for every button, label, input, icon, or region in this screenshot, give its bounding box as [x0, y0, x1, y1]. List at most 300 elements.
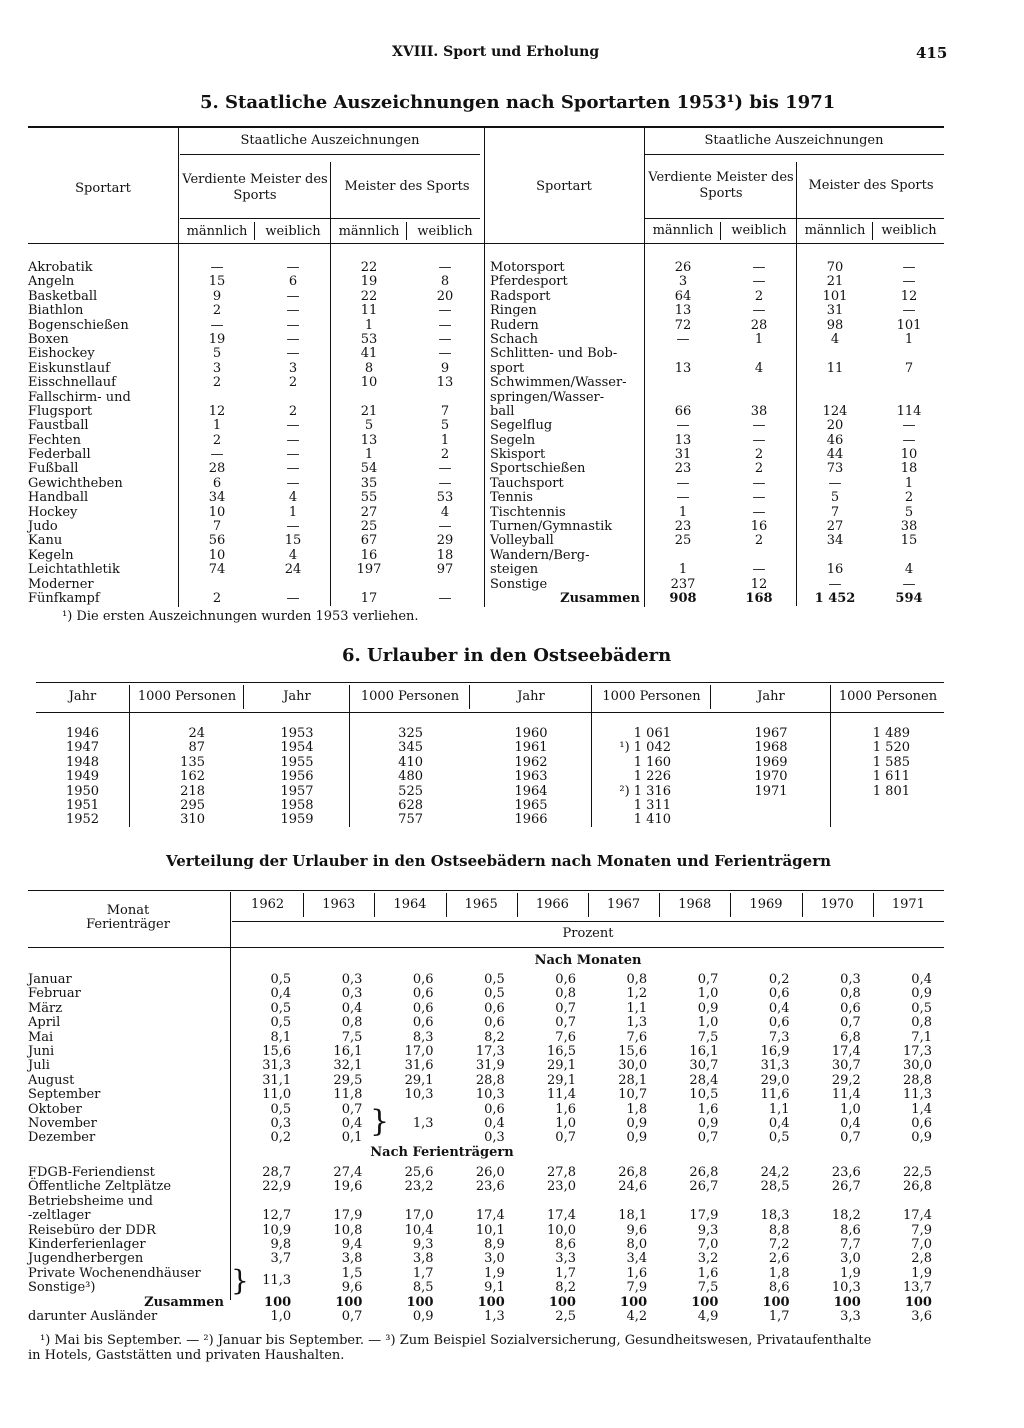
t7-month-label: Februar — [28, 986, 81, 1002]
t5-sport-name: Flugsport — [28, 403, 93, 419]
t7-month-label: Juni — [28, 1043, 55, 1059]
t7-cell: 1,9 — [911, 1265, 932, 1281]
t5-cell: 2 — [754, 533, 764, 549]
t5-sport-name: Kanu — [28, 533, 63, 549]
t5-h-w4: weiblich — [731, 223, 787, 238]
t5-cell: 7 — [904, 360, 914, 376]
t7-cell: 0,5 — [484, 972, 505, 987]
t7-cell: 0,5 — [270, 972, 292, 987]
t7-cell: 0,7 — [697, 1130, 719, 1146]
t6-year: 1958 — [280, 797, 314, 813]
t5-cell: 1 — [678, 562, 688, 578]
t5-sport-name: Faustball — [28, 418, 89, 434]
t5-cell: 29 — [436, 533, 454, 549]
t7-footnote-1: ¹) Mai bis September. — ²) Januar bis September. — ³) Zum Beispiel Sozialversicherung, Gesundheitswesen, Privataufenthalte — [40, 1333, 872, 1348]
t7-brace-private: } — [231, 1264, 249, 1297]
t7-cell: 9,8 — [270, 1236, 292, 1252]
t5-cell: — — [286, 590, 300, 606]
t6-value: 1 489 — [872, 726, 910, 741]
t5-cell: 908 — [669, 590, 697, 606]
t5-sport-name: Akrobatik — [28, 260, 93, 275]
t5-sport-name: Sportschießen — [490, 461, 586, 477]
table7-title: Verteilung der Urlauber in den Ostseebädern nach Monaten und Ferienträgern — [166, 852, 832, 870]
t7-cell: 28,4 — [689, 1072, 719, 1088]
t7-cell: 31,3 — [262, 1058, 292, 1074]
t5-cell: 67 — [360, 533, 378, 549]
t6-value: 1 226 — [633, 769, 671, 785]
t7-cell: 11,3 — [262, 1272, 292, 1288]
t7-cell: 0,7 — [555, 1130, 576, 1146]
t6-values-col4 — [832, 727, 910, 799]
t7-cell: 3,8 — [412, 1251, 434, 1267]
t6-year: 1954 — [280, 740, 314, 756]
t7-cell: 8,6 — [768, 1280, 790, 1296]
t7-cell: 9,6 — [341, 1280, 363, 1296]
t5-cell: 26 — [674, 260, 692, 275]
t5-cell: — — [902, 432, 916, 448]
t5-cell: 27 — [360, 504, 378, 520]
t7-carrier-col — [232, 1166, 291, 1324]
t5-h-m1: männlich — [186, 224, 248, 239]
t7-cell: 8,6 — [840, 1222, 861, 1238]
t5-sport-name: Segeln — [490, 432, 536, 448]
t5-cell: 4 — [904, 562, 914, 578]
t5-cell: 23 — [674, 461, 692, 477]
t7-cell — [446, 1195, 505, 1209]
t5-cell: 1 — [212, 418, 222, 434]
t5-cell — [332, 578, 406, 592]
t5-cell: 2 — [288, 403, 298, 419]
t7-cell: 0,3 — [270, 1115, 292, 1131]
t7-cell: 7,5 — [341, 1029, 363, 1045]
t7-sub-traeger: Nach Ferienträgern — [370, 1145, 514, 1160]
t5-cell: — — [438, 260, 452, 275]
t5-cell: — — [438, 303, 452, 319]
t6-value: 525 — [398, 783, 423, 799]
t5-cell: 1 — [904, 475, 914, 491]
table5-title: 5. Staatliche Auszeichnungen nach Sportarten 1953¹) bis 1971 — [200, 92, 836, 113]
t5-cell: 7 — [830, 504, 840, 520]
t7-carrier-col — [802, 1166, 861, 1324]
t7-cell: 100 — [833, 1294, 861, 1310]
t6-value: 162 — [180, 769, 205, 785]
t6-year: 1965 — [514, 797, 548, 813]
t7-cell: 8,6 — [555, 1236, 576, 1252]
t7-cell: 11,4 — [831, 1087, 861, 1103]
t5-cell: 7 — [440, 403, 450, 419]
t5-cell: 2 — [212, 303, 222, 319]
t7-carrier-label: -zeltlager — [28, 1208, 91, 1224]
t6-years-col3 — [471, 727, 591, 828]
t5-sport-name: Rudern — [490, 317, 539, 333]
t7-month-col — [517, 973, 576, 1146]
t5-sport-name: Moderner — [28, 576, 94, 592]
t6-value: 345 — [398, 740, 423, 756]
t5-cell: 101 — [896, 317, 922, 333]
t5-cell: — — [902, 274, 916, 290]
t5-cell: — — [676, 331, 690, 347]
t7-cell: 8,8 — [768, 1222, 790, 1238]
t7-cell: 29,1 — [547, 1058, 576, 1074]
t5-right-verdiente-maennlich — [646, 261, 720, 606]
t5-sport-name: ball — [490, 403, 515, 419]
t5-cell: — — [676, 490, 690, 506]
t5-cell: 1 — [754, 331, 764, 347]
t7-cell: 0,7 — [341, 1101, 363, 1117]
t7-cell: 8,9 — [484, 1236, 505, 1252]
t7-cell: 100 — [762, 1294, 790, 1310]
t5-cell: 13 — [674, 360, 692, 376]
t7-cell: 1,3 — [412, 1115, 434, 1131]
t7-cell: 8,2 — [484, 1029, 505, 1045]
t7-cell: 18,1 — [618, 1208, 648, 1224]
t5-cell — [256, 578, 330, 592]
t7-cell: 26,8 — [689, 1165, 719, 1180]
t5-cell: 13 — [674, 432, 692, 448]
t5-sport-name: Biathlon — [28, 303, 84, 319]
t7-cell: 0,6 — [412, 1000, 434, 1016]
t5-cell: 38 — [900, 519, 918, 535]
t5-cell: 9 — [440, 360, 450, 376]
t7-cell: 0,3 — [341, 972, 363, 987]
t5-cell: 16 — [750, 519, 768, 535]
t7-cell: 0,4 — [341, 1115, 363, 1131]
t7-cell: 30,0 — [903, 1058, 932, 1074]
t5-cell: 46 — [826, 432, 844, 448]
t7-cell: 17,9 — [689, 1208, 719, 1224]
t5-cell: 22 — [360, 260, 378, 275]
t5-cell: 34 — [208, 490, 226, 506]
t5-cell: 53 — [436, 490, 454, 506]
t6-h-jahr-2: Jahr — [283, 689, 311, 704]
t5-cell: 10 — [208, 547, 226, 563]
t7-cell: 9,3 — [412, 1236, 434, 1252]
t5-cell — [874, 549, 944, 563]
t7-h-prozent: Prozent — [562, 926, 614, 941]
t5-cell: 13 — [436, 375, 454, 391]
t5-sport-name: Schach — [490, 331, 538, 347]
t7-cell: 28,1 — [618, 1072, 648, 1088]
t7-cell: 30,0 — [618, 1058, 648, 1074]
t7-cell: 0,5 — [270, 1000, 292, 1016]
t7-cell: 1,7 — [768, 1308, 790, 1324]
t5-cell — [722, 549, 796, 563]
t7-cell: 100 — [264, 1294, 292, 1310]
t5-cell: 237 — [670, 576, 696, 592]
t5-cell: — — [438, 590, 452, 606]
t5-cell: — — [286, 331, 300, 347]
t7-cell: 7,2 — [768, 1236, 790, 1252]
t7-month-col — [802, 973, 861, 1146]
t7-cell: 0,3 — [341, 986, 363, 1002]
t5-cell: 12 — [900, 288, 918, 304]
t7-cell: 16,1 — [689, 1043, 719, 1059]
t5-sport-name: Kegeln — [28, 547, 74, 563]
t5-cell: 19 — [360, 274, 378, 290]
t7-cell: 23,6 — [831, 1165, 861, 1180]
t5-sport-name: Fußball — [28, 461, 79, 477]
t7-cell: 26,8 — [618, 1165, 648, 1180]
t7-cell: 0,9 — [697, 1115, 719, 1131]
t6-years-col2 — [245, 727, 349, 828]
t7-cell: 28,8 — [903, 1072, 932, 1088]
t6-year: 1963 — [514, 769, 548, 785]
t7-cell: 0,4 — [341, 1000, 363, 1016]
t5-cell: — — [286, 475, 300, 491]
t5-cell: 72 — [674, 317, 692, 333]
t6-h-jahr-4: Jahr — [757, 689, 785, 704]
t6-year: 1960 — [514, 726, 548, 741]
page-header-section: XVIII. Sport und Erholung — [392, 44, 600, 60]
t7-cell: 7,9 — [626, 1280, 648, 1296]
t7-year-header: 1966 — [535, 897, 569, 912]
t5-cell: — — [902, 418, 916, 434]
t7-month-label: Dezember — [28, 1130, 96, 1146]
t7-cell: 27,8 — [547, 1165, 576, 1180]
t7-cell: 16,5 — [547, 1043, 576, 1059]
t5-sport-name: Eishockey — [28, 346, 95, 362]
t7-cell: 10,0 — [547, 1222, 576, 1238]
page-number: 415 — [916, 44, 948, 62]
t7-cell: 3,4 — [626, 1251, 648, 1267]
t7-cell: 24,6 — [618, 1179, 648, 1195]
t7-cell: 100 — [335, 1294, 363, 1310]
t7-cell: 0,4 — [768, 1000, 790, 1016]
t7-cell: 31,9 — [475, 1058, 505, 1074]
t6-year: 1948 — [65, 754, 100, 770]
t7-cell: 3,6 — [911, 1308, 932, 1324]
t7-cell: 26,7 — [689, 1179, 719, 1195]
t7-cell: 0,4 — [484, 1115, 505, 1131]
t7-carrier-label: Kinderferienlager — [28, 1236, 146, 1252]
t5-sport-name: Schlitten- und Bob- — [490, 346, 618, 362]
t7-cell: 9,4 — [341, 1236, 363, 1252]
t7-cell: 22,9 — [262, 1179, 292, 1195]
t7-carrier-label: FDGB-Feriendienst — [28, 1165, 155, 1180]
t5-h-w6: weiblich — [881, 223, 937, 238]
t7-month-label: Mai — [28, 1029, 54, 1045]
t6-h-pers-4: 1000 Personen — [838, 689, 938, 704]
t5-cell: — — [902, 576, 916, 592]
t7-footnote-2: in Hotels, Gaststätten und privaten Haushalten. — [28, 1348, 345, 1363]
t6-value: 1 520 — [872, 740, 910, 756]
t5-cell: 23 — [674, 519, 692, 535]
t5-cell: 27 — [826, 519, 844, 535]
t7-month-col — [303, 973, 362, 1146]
t7-month-col — [873, 973, 932, 1146]
t7-cell: 2,6 — [768, 1251, 790, 1267]
t5-cell: 28 — [750, 317, 768, 333]
t7-cell: 100 — [691, 1294, 719, 1310]
t7-carrier-label: Öffentliche Zeltplätze — [28, 1179, 172, 1195]
t5-cell: — — [752, 562, 766, 578]
t7-carrier-col — [730, 1166, 789, 1324]
t5-cell: — — [676, 475, 690, 491]
t6-value: 1 061 — [633, 726, 671, 741]
t5-cell: 18 — [436, 547, 454, 563]
t5-cell: 1 — [678, 504, 688, 520]
t7-cell: 17,4 — [475, 1208, 505, 1224]
t5-cell: 2 — [754, 447, 764, 463]
t5-sportart-header-right: Sportart — [536, 179, 592, 194]
t7-cell: 0,5 — [768, 1130, 790, 1146]
t7-cell: 1,1 — [626, 1000, 648, 1016]
t7-cell: 8,1 — [270, 1029, 292, 1045]
t7-carrier-label: Zusammen — [144, 1294, 224, 1310]
t5-h-w2: weiblich — [417, 224, 473, 239]
t7-cell: 30,7 — [831, 1058, 861, 1074]
t5-cell: — — [752, 475, 766, 491]
t5-cell: 2 — [212, 375, 222, 391]
t6-value: 24 — [188, 726, 205, 741]
t5-cell: — — [828, 576, 842, 592]
t5-sport-name: Leichtathletik — [28, 562, 120, 578]
t6-value: 757 — [398, 812, 423, 828]
t6-year: 1951 — [65, 797, 100, 813]
t5-cell: 56 — [208, 533, 226, 549]
t6-h-jahr-1: Jahr — [68, 689, 97, 704]
t5-cell: 4 — [440, 504, 450, 520]
t7-cell: 23,6 — [475, 1179, 505, 1195]
t7-cell: 0,6 — [840, 1000, 861, 1016]
t7-cell: 0,3 — [484, 1130, 505, 1146]
t7-cell: 3,2 — [697, 1251, 719, 1267]
t5-cell: 25 — [360, 519, 378, 535]
t7-cell: 100 — [548, 1294, 576, 1310]
t7-carrier-col — [446, 1166, 505, 1324]
t5-cell: 74 — [208, 562, 226, 578]
t5-cell: 10 — [900, 447, 918, 463]
t7-cell: 0,2 — [270, 1130, 292, 1146]
t5-cell: 2 — [754, 461, 764, 477]
t5-cell: 2 — [904, 490, 914, 506]
t5-cell: 53 — [360, 331, 378, 347]
t5-cell: 101 — [822, 288, 848, 304]
t5-sport-name: Volleyball — [490, 533, 554, 549]
t5-cell: 31 — [826, 303, 844, 319]
t5-sport-name: Sonstige — [490, 576, 548, 592]
t5-cell: 1 — [440, 432, 450, 448]
t5-sport-name: Eisschnellauf — [28, 375, 116, 391]
t6-value: 410 — [398, 754, 423, 770]
t7-month-col — [730, 973, 789, 1146]
t7-month-col — [232, 973, 291, 1146]
t7-cell: 1,6 — [697, 1101, 719, 1117]
t7-cell: 17,3 — [475, 1043, 505, 1059]
t7-cell: 17,3 — [903, 1043, 932, 1059]
t6-values-col1 — [131, 727, 205, 828]
t5-cell: — — [286, 432, 300, 448]
t6-year: 1962 — [514, 754, 548, 770]
t5-cell: 10 — [208, 504, 226, 520]
t5-cell: 41 — [360, 346, 378, 362]
t6-h-pers-3: 1000 Personen — [602, 689, 701, 704]
t5-group-header-right: Staatliche Auszeichnungen — [704, 133, 884, 148]
t5-cell: 31 — [674, 447, 692, 463]
t5-cell: 1 — [904, 331, 914, 347]
t5-cell: — — [210, 317, 224, 333]
t5-cell: — — [286, 288, 300, 304]
t6-year: 1952 — [65, 812, 100, 828]
t5-cell: 66 — [674, 403, 692, 419]
t7-month-col — [446, 973, 505, 1146]
t5-verdiente-header-right: Verdiente Meister des Sports — [648, 170, 794, 201]
t7-cell: 0,8 — [626, 972, 648, 987]
t5-sport-name: Federball — [28, 447, 91, 463]
t6-value: 480 — [398, 769, 423, 785]
t7-cell: 17,9 — [333, 1208, 363, 1224]
t5-right-verdiente-weiblich — [722, 261, 796, 606]
t5-cell — [798, 347, 872, 361]
t6-value: 1 611 — [872, 769, 910, 785]
t5-cell: 11 — [360, 303, 378, 319]
t6-value: 628 — [398, 797, 423, 813]
t5-cell: 38 — [750, 403, 768, 419]
t7-carrier-col — [659, 1166, 718, 1324]
t7-month-label: April — [28, 1015, 61, 1031]
t6-value: 1 311 — [633, 797, 671, 813]
t7-carrier-col — [517, 1166, 576, 1324]
t5-cell: 124 — [822, 403, 848, 419]
t7-carrier-labels — [28, 1166, 224, 1324]
t6-years-col4 — [712, 727, 830, 799]
t7-month-label: Januar — [28, 972, 72, 987]
t5-meister-header-left: Meister des Sports — [344, 179, 470, 194]
t7-cell: 31,1 — [262, 1072, 292, 1088]
t5-cell: 34 — [826, 533, 844, 549]
t5-cell: — — [438, 475, 452, 491]
t7-cell: 11,3 — [903, 1087, 932, 1103]
t7-cell: 0,2 — [768, 972, 790, 987]
t5-cell: 54 — [360, 461, 378, 477]
t5-sport-name: Eiskunstlauf — [28, 360, 110, 376]
t5-cell: 13 — [360, 432, 378, 448]
t6-h-jahr-3: Jahr — [517, 689, 545, 704]
t5-sport-name: Turnen/Gymnastik — [490, 519, 613, 535]
t7-cell: 30,7 — [689, 1058, 719, 1074]
t7-year-header: 1969 — [749, 897, 783, 912]
t5-h-m3: männlich — [652, 223, 714, 238]
t7-cell: 0,7 — [341, 1308, 363, 1324]
t7-cell: 0,7 — [697, 972, 719, 987]
t6-h-pers-2: 1000 Personen — [360, 689, 460, 704]
t5-cell — [874, 376, 944, 390]
t7-cell: 23,2 — [404, 1179, 434, 1195]
t7-cell: 10,3 — [831, 1280, 861, 1296]
t7-cell: 1,6 — [697, 1265, 719, 1281]
t6-year: 1970 — [754, 769, 788, 785]
t7-cell: 7,9 — [911, 1222, 932, 1238]
t7-h-traeger: Ferienträger — [86, 917, 170, 932]
t7-cell: 0,5 — [270, 1015, 292, 1031]
t5-cell: 11 — [826, 360, 844, 376]
t6-value: 1 801 — [872, 783, 910, 799]
t7-cell: 17,0 — [404, 1208, 434, 1224]
t5-cell — [408, 391, 482, 405]
t7-cell: 13,7 — [903, 1280, 932, 1296]
t5-sport-name: Schwimmen/Wasser- — [490, 375, 627, 391]
t7-cell: 1,4 — [911, 1101, 932, 1117]
t7-cell: 3,3 — [555, 1251, 576, 1267]
t7-cell: 29,1 — [547, 1072, 576, 1088]
t5-sport-name: Fallschirm- und — [28, 389, 131, 405]
t7-cell: 1,0 — [555, 1115, 576, 1131]
t7-cell: 8,5 — [412, 1280, 434, 1296]
t7-cell: 7,6 — [626, 1029, 648, 1045]
t6-year: 1968 — [754, 740, 788, 756]
t7-year-header: 1968 — [678, 897, 712, 912]
t6-values-col3 — [593, 727, 671, 828]
